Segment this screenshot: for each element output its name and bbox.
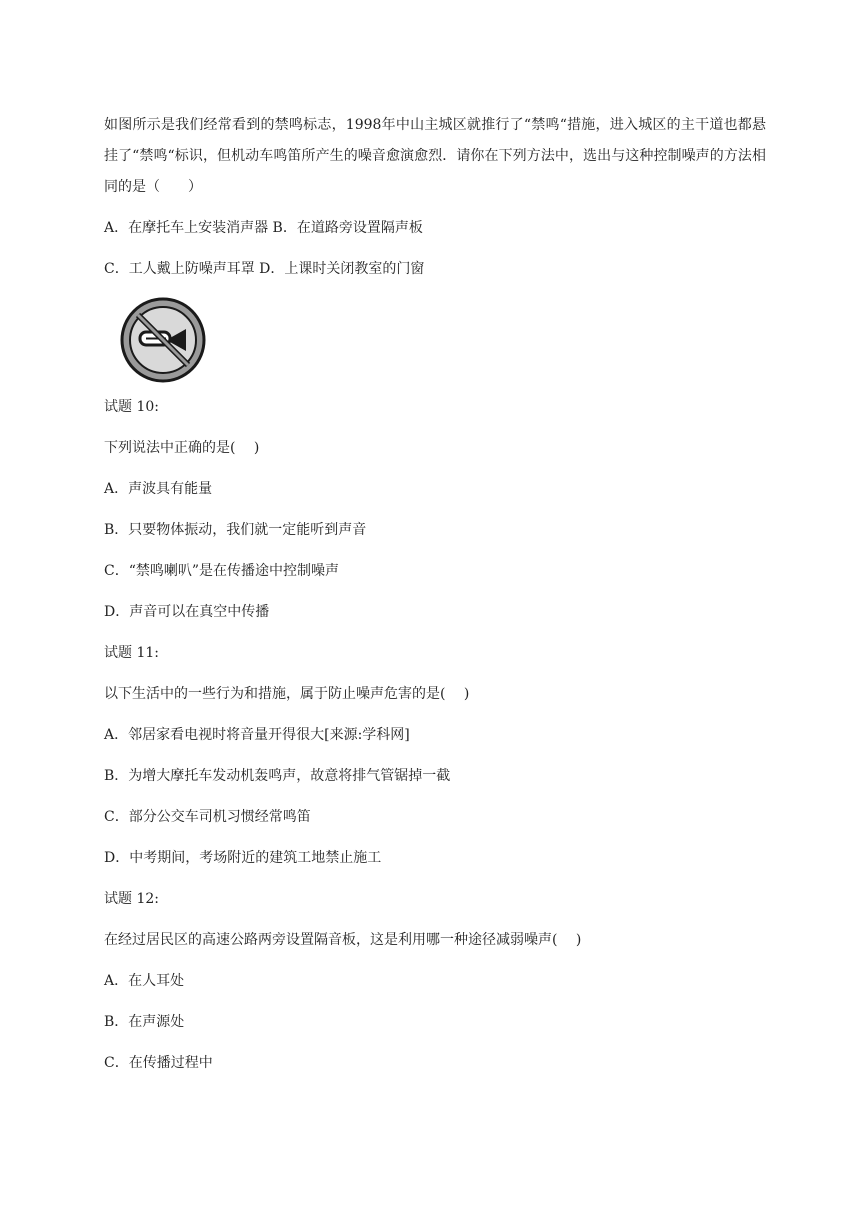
q11-option-c: C．部分公交车司机习惯经常鸣笛 [104, 809, 311, 825]
q9-stem: 如图所示是我们经常看到的禁鸣标志，1998年中山主城区就推行了“禁鸣“措施，进入城区的主干道也都悬挂了“禁鸣“标识，但机动车鸣笛所产生的噪音愈演愈烈．请你在下列方法中，选出与这种控制噪声的方法相同的是（ ） [104, 117, 766, 195]
q10-stem: 下列说法中正确的是( ) [104, 440, 260, 456]
q10-title: 试题 10: [104, 399, 159, 415]
q9-options-row-2: C．工人戴上防噪声耳罩 D．上课时关闭教室的门窗 [104, 261, 425, 277]
q12-option-b: B．在声源处 [104, 1014, 185, 1030]
q12-stem: 在经过居民区的高速公路两旁设置隔音板，这是利用哪一种途径减弱噪声( ) [104, 932, 582, 948]
q11-option-b: B．为增大摩托车发动机轰鸣声，故意将排气管锯掉一截 [104, 768, 451, 784]
no-horn-sign-icon [118, 295, 208, 385]
q12-option-c: C．在传播过程中 [104, 1055, 213, 1071]
q10-option-c: C．“禁鸣喇叭”是在传播途中控制噪声 [104, 563, 340, 579]
q10-option-a: A．声波具有能量 [104, 481, 213, 497]
q11-stem: 以下生活中的一些行为和措施，属于防止噪声危害的是( ) [104, 686, 470, 702]
q11-title: 试题 11: [104, 645, 159, 661]
q10-option-d: D．声音可以在真空中传播 [104, 604, 270, 620]
q12-title: 试题 12: [104, 891, 159, 907]
q10-option-b: B．只要物体振动，我们就一定能听到声音 [104, 522, 367, 538]
q11-option-d: D．中考期间，考场附近的建筑工地禁止施工 [104, 850, 382, 866]
q9-options-row-1: A．在摩托车上安装消声器 B．在道路旁设置隔声板 [104, 220, 423, 236]
q11-option-a: A．邻居家看电视时将音量开得很大[来源:学科网] [104, 727, 410, 743]
q12-option-a: A．在人耳处 [104, 973, 185, 989]
